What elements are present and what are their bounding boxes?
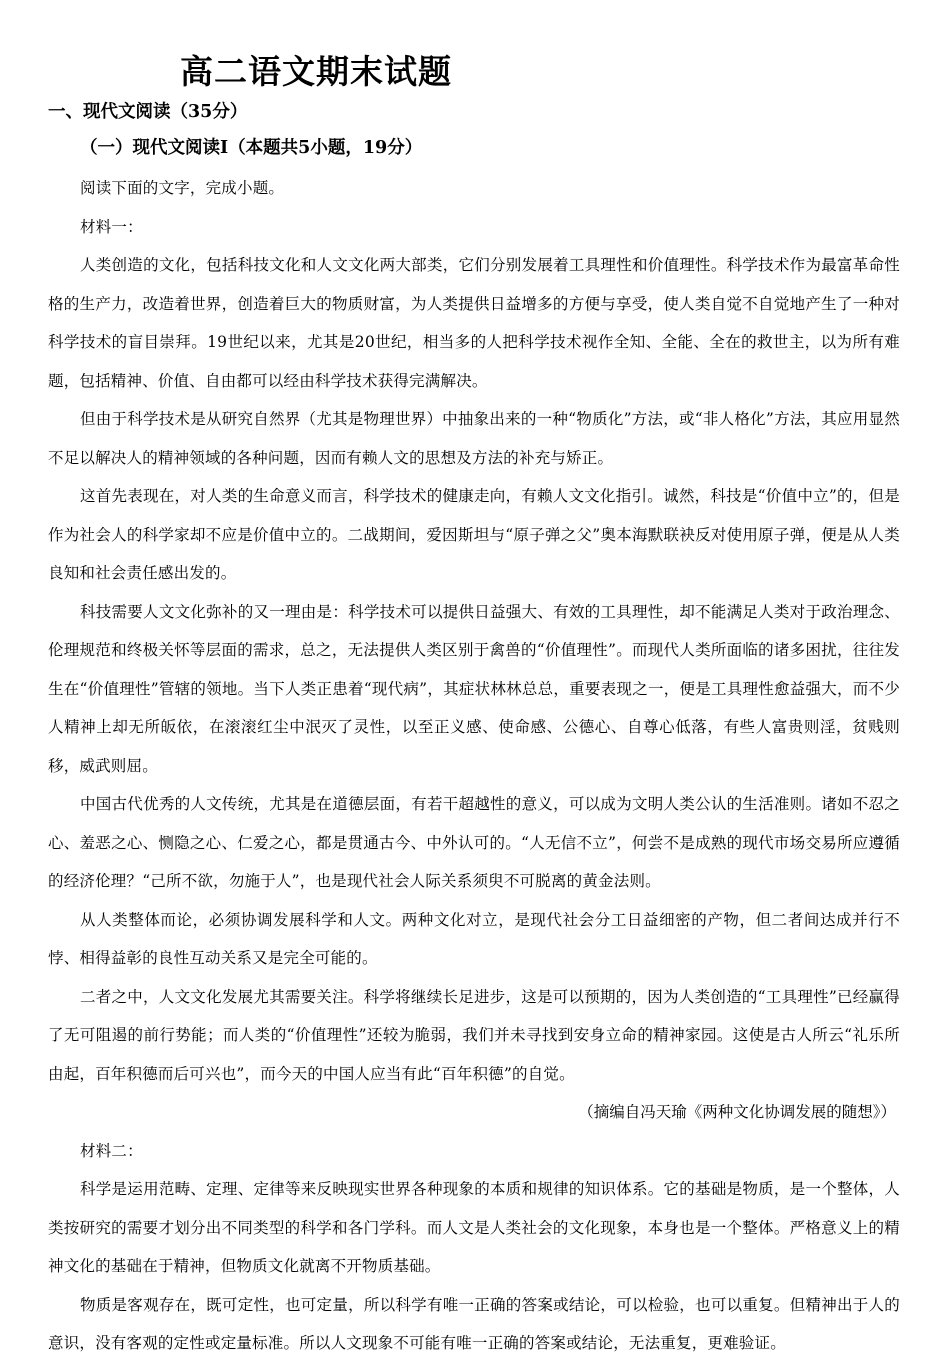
material1-paragraph: 二者之中，人文文化发展尤其需要关注。科学将继续长足进步，这是可以预期的，因为人类创造的“工具理性”已经赢得了无可阻遏的前行势能；而人类的“价值理性”还较为脆弱，我们并未寻找到安身立命的精神家园。这使是古人所云“礼乐所由起，百年积德而后可兴也”，而今天的中国人应当有此“百年积德”的自觉。: [48, 987, 900, 1083]
material2-paragraph: 物质是客观存在，既可定性，也可定量，所以科学有唯一正确的答案或结论，可以检验，也可以重复。但精神出于人的意识，没有客观的定性或定量标准。所以人文现象不可能有唯一正确的答案或结论，无法重复，更难验证。: [48, 1295, 900, 1352]
material2-label: 材料二：: [80, 1141, 143, 1160]
material1-paragraph: 中国古代优秀的人文传统，尤其是在道德层面，有若干超越性的意义，可以成为文明人类公认的生活准则。诸如不忍之心、羞恶之心、恻隐之心、仁爱之心，都是贯通古今、中外认可的。“人无信不立”，何尝不是成熟的现代市场交易所应遵循的经济伦理？“己所不欲，勿施于人”，也是现代社会人际关系须臾不可脱离的黄金法则。: [48, 795, 900, 890]
section-heading: 一、现代文阅读（35分）: [48, 102, 248, 122]
exam-title: 高二语文期末试题: [180, 52, 452, 91]
sub-heading: （一）现代文阅读Ⅰ（本题共5小题，19分）: [80, 138, 423, 158]
material2-paragraph: 科学是运用范畴、定理、定律等来反映现实世界各种现象的本质和规律的知识体系。它的基础是物质，是一个整体，人类按研究的需要才划分出不同类型的科学和各门学科。而人文是人类社会的文化现象，本身也是一个整体。严格意义上的精神文化的基础在于精神，但物质文化就离不开物质基础。: [48, 1180, 900, 1275]
material1-label: 材料一：: [80, 217, 143, 236]
material1-paragraph: 科技需要人文文化弥补的又一理由是：科学技术可以提供日益强大、有效的工具理性，却不能满足人类对于政治理念、伦理规范和终极关怀等层面的需求，总之，无法提供人类区别于禽兽的“价值理性”。而现代人类所面临的诸多困扰，往往发生在“价值理性”管辖的领地。当下人类正患着“现代病”，其症状林林总总，重要表现之一，便是工具理性愈益强大，而不少人精神上却无所皈依，在滚滚红尘中泯灭了灵性，以至正义感、使命感、公德心、自尊心低落，有些人富贵则淫，贫贱则移，威武则屈。: [48, 602, 900, 775]
material1-paragraph: 从人类整体而论，必须协调发展科学和人文。两种文化对立，是现代社会分工日益细密的产物，但二者间达成并行不悖、相得益彰的良性互动关系又是完全可能的。: [48, 910, 900, 967]
material1-paragraph: 人类创造的文化，包括科技文化和人文文化两大部类，它们分别发展着工具理性和价值理性。科学技术作为最富革命性格的生产力，改造着世界，创造着巨大的物质财富，为人类提供日益增多的方便与享受，使人类自觉不自觉地产生了一种对科学技术的盲目崇拜。19世纪以来，尤其是20世纪，相当多的人把科学技术视作全知、全能、全在的救世主，以为所有难题，包括精神、价值、自由都可以经由科学技术获得完满解决。: [48, 256, 900, 390]
reading-passage: [48, 169, 900, 1363]
instruction-text: 阅读下面的文字，完成小题。: [80, 179, 285, 197]
material1-paragraph: 这首先表现在，对人类的生命意义而言，科学技术的健康走向，有赖人文文化指引。诚然，科技是“价值中立”的，但是作为社会人的科学家却不应是价值中立的。二战期间，爱因斯坦与“原子弹之父”奥本海默联袂反对使用原子弹，便是从人类良知和社会责任感出发的。: [48, 487, 900, 582]
material1-paragraph: 但由于科学技术是从研究自然界（尤其是物理世界）中抽象出来的一种“物质化”方法，或“非人格化”方法，其应用显然不足以解决人的精神领域的各种问题，因而有赖人文的思想及方法的补充与矫正。: [48, 410, 900, 467]
material1-source: （摘编自冯天瑜《两种文化协调发展的随想》）: [578, 1103, 896, 1121]
